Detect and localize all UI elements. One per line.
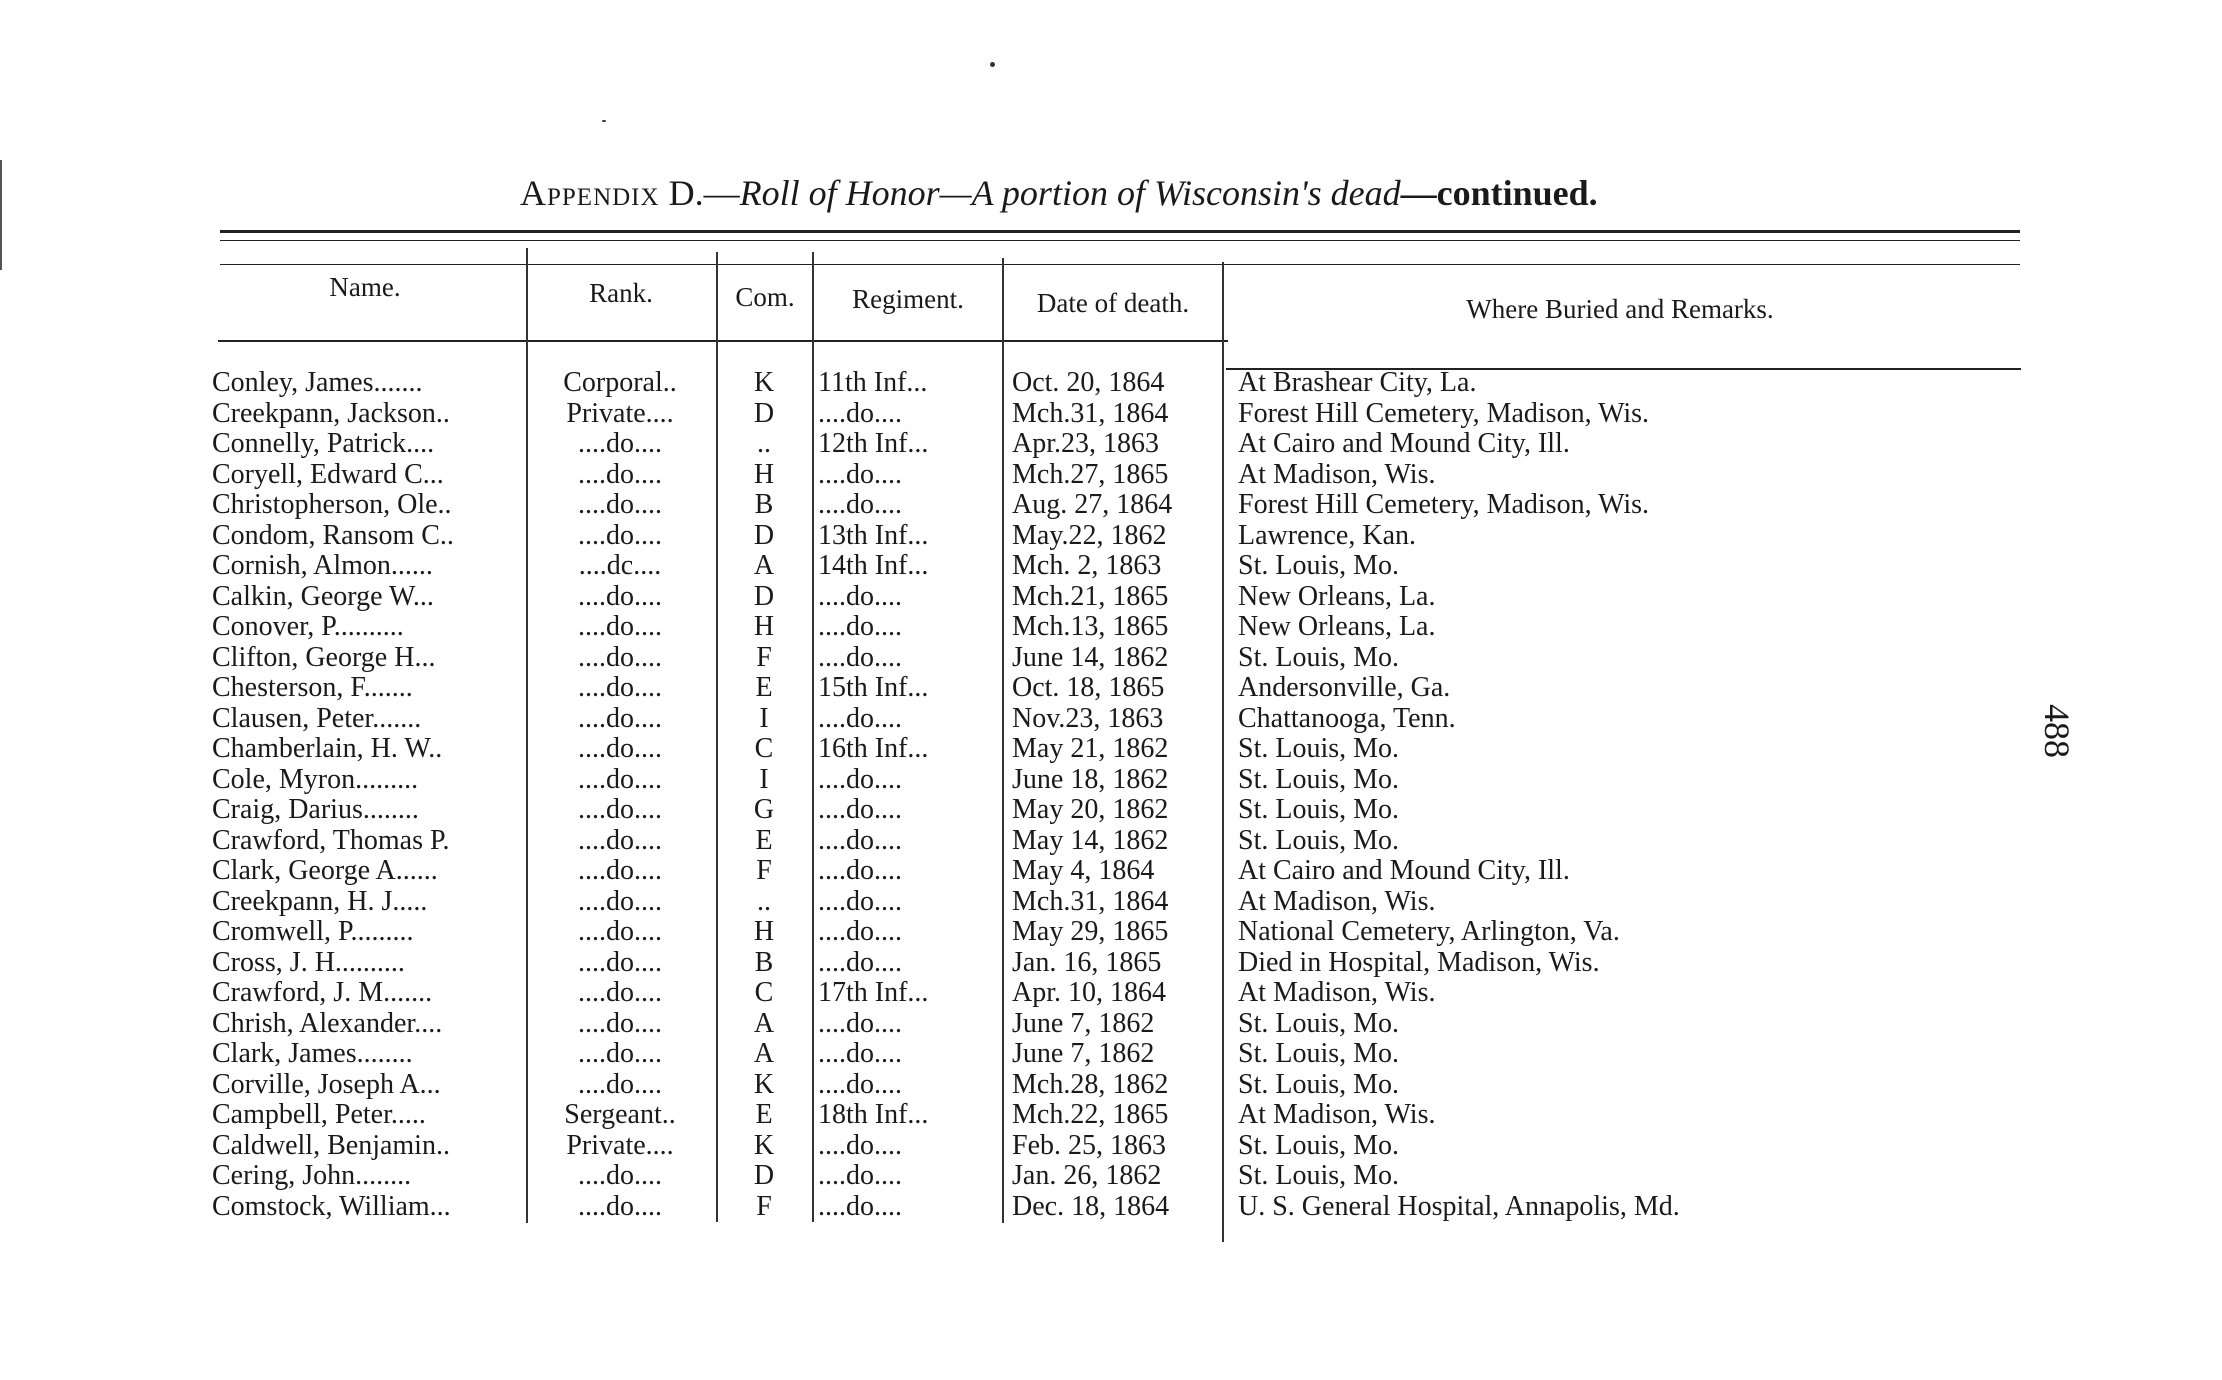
cell-date: Mch.28, 1862 xyxy=(1012,1069,1169,1100)
cell-rank: ....do.... xyxy=(578,612,662,642)
header-com: Com. xyxy=(735,282,795,312)
cell-com: D xyxy=(753,581,775,612)
cell-name: Conover, P.......... xyxy=(212,612,404,642)
cell-regiment: ....do.... xyxy=(818,856,902,886)
cell-where: Chattanooga, Tenn. xyxy=(1238,703,1456,734)
col-separator xyxy=(526,248,528,1223)
cell-where: National Cemetery, Arlington, Va. xyxy=(1238,917,1620,947)
cell-where: At Brashear City, La. xyxy=(1238,368,1477,398)
cell-where: Andersonville, Ga. xyxy=(1238,673,1451,703)
column-date xyxy=(1012,368,1212,1222)
cell-regiment: 11th Inf... xyxy=(818,368,928,398)
cell-name: Crawford, J. M....... xyxy=(212,978,433,1008)
cell-regiment: ....do.... xyxy=(818,764,902,795)
cell-rank: Private.... xyxy=(566,398,674,429)
cell-rank: Private.... xyxy=(566,1130,674,1161)
cell-rank: ....dc.... xyxy=(578,551,662,581)
cell-regiment: ....do.... xyxy=(818,886,902,917)
cell-rank: ....do.... xyxy=(578,581,662,612)
cell-name: Connelly, Patrick.... xyxy=(212,429,435,459)
cell-regiment: ....do.... xyxy=(818,612,902,642)
column-rank xyxy=(530,368,710,1222)
cell-com: C xyxy=(754,978,774,1008)
cell-regiment: ....do.... xyxy=(818,1039,902,1069)
header-regiment: Regiment. xyxy=(852,284,964,314)
cell-name: Christopherson, Ole.. xyxy=(212,490,452,520)
cell-where: St. Louis, Mo. xyxy=(1238,1008,1400,1039)
cell-date: June 7, 1862 xyxy=(1012,1039,1155,1069)
cell-where: St. Louis, Mo. xyxy=(1238,1130,1400,1161)
cell-name: Caldwell, Benjamin.. xyxy=(212,1130,450,1161)
cell-regiment: ....do.... xyxy=(818,459,902,490)
cell-com: A xyxy=(753,1008,775,1039)
cell-date: May 29, 1865 xyxy=(1012,917,1169,947)
cell-regiment: 12th Inf... xyxy=(818,429,929,459)
cell-rank: ....do.... xyxy=(578,1161,662,1191)
cell-name: Chesterson, F....... xyxy=(212,673,413,703)
cell-where: St. Louis, Mo. xyxy=(1238,825,1400,856)
cell-com: C xyxy=(754,734,774,764)
cell-date: May 14, 1862 xyxy=(1012,825,1169,856)
cell-date: Oct. 20, 1864 xyxy=(1012,368,1165,398)
cell-date: Feb. 25, 1863 xyxy=(1012,1130,1166,1161)
cell-name: Corville, Joseph A... xyxy=(212,1069,441,1100)
col-separator xyxy=(1222,262,1224,1242)
cell-regiment: 18th Inf... xyxy=(818,1100,929,1130)
cell-rank: ....do.... xyxy=(578,978,662,1008)
cell-date: May.22, 1862 xyxy=(1012,520,1167,551)
cell-regiment: ....do.... xyxy=(818,1008,902,1039)
cell-com: D xyxy=(753,520,775,551)
cell-name: Cross, J. H.......... xyxy=(212,947,405,978)
column-com xyxy=(720,368,808,1222)
cell-name: Cole, Myron......... xyxy=(212,764,419,795)
cell-date: Dec. 18, 1864 xyxy=(1012,1191,1170,1222)
cell-name: Coryell, Edward C... xyxy=(212,459,444,490)
col-separator xyxy=(1002,258,1004,1223)
cell-regiment: 16th Inf... xyxy=(818,734,929,764)
cell-rank: ....do.... xyxy=(578,429,662,459)
cell-rank: ....do.... xyxy=(578,795,662,825)
cell-date: Jan. 26, 1862 xyxy=(1012,1161,1162,1191)
cell-rank: ....do.... xyxy=(578,673,662,703)
cell-rank: ....do.... xyxy=(578,642,662,673)
cell-com: D xyxy=(753,1161,775,1191)
cell-date: Apr. 10, 1864 xyxy=(1012,978,1166,1008)
cell-name: Chrish, Alexander.... xyxy=(212,1008,443,1039)
header-rank: Rank. xyxy=(589,278,653,308)
cell-where: Died in Hospital, Madison, Wis. xyxy=(1238,947,1600,978)
cell-rank: ....do.... xyxy=(578,856,662,886)
cell-name: Creekpann, H. J..... xyxy=(212,886,428,917)
cell-com: H xyxy=(753,612,775,642)
header-name: Name. xyxy=(329,272,401,302)
cell-regiment: 17th Inf... xyxy=(818,978,929,1008)
cell-name: Cornish, Almon...... xyxy=(212,551,433,581)
cell-rank: ....do.... xyxy=(578,947,662,978)
cell-regiment: ....do.... xyxy=(818,490,902,520)
cell-name: Campbell, Peter..... xyxy=(212,1100,426,1130)
cell-rank: ....do.... xyxy=(578,1191,662,1222)
print-speck xyxy=(990,62,995,67)
header-date: Date of death. xyxy=(1036,288,1190,318)
cell-com: E xyxy=(755,673,773,703)
cell-date: Mch. 2, 1863 xyxy=(1012,551,1162,581)
cell-date: Apr.23, 1863 xyxy=(1012,429,1159,459)
cell-where: Forest Hill Cemetery, Madison, Wis. xyxy=(1238,398,1650,429)
title-italic: Roll of Honor—A portion of Wisconsin's dead xyxy=(739,173,1401,213)
cell-name: Clark, James........ xyxy=(212,1039,413,1069)
cell-date: June 14, 1862 xyxy=(1012,642,1169,673)
cell-name: Clifton, George H... xyxy=(212,642,436,673)
cell-regiment: ....do.... xyxy=(818,947,902,978)
column-name xyxy=(212,368,517,1222)
cell-rank: ....do.... xyxy=(578,520,662,551)
cell-com: K xyxy=(753,368,775,398)
cell-where: At Madison, Wis. xyxy=(1238,978,1436,1008)
cell-where: At Cairo and Mound City, Ill. xyxy=(1238,856,1570,886)
cell-date: Oct. 18, 1865 xyxy=(1012,673,1165,703)
print-speck xyxy=(602,120,606,122)
cell-regiment: ....do.... xyxy=(818,703,902,734)
cell-com: I xyxy=(759,703,769,734)
cell-rank: ....do.... xyxy=(578,917,662,947)
top-rule-thick xyxy=(220,230,2020,233)
cell-com: E xyxy=(755,1100,773,1130)
cell-name: Clark, George A...... xyxy=(212,856,438,886)
cell-date: May 20, 1862 xyxy=(1012,795,1169,825)
cell-name: Chamberlain, H. W.. xyxy=(212,734,443,764)
cell-rank: ....do.... xyxy=(578,490,662,520)
page-title xyxy=(520,172,1820,214)
cell-com: A xyxy=(753,1039,775,1069)
header-bottom-rule-left xyxy=(218,340,1228,342)
cell-com: H xyxy=(753,917,775,947)
title-letter: D.— xyxy=(668,173,740,213)
col-separator xyxy=(716,252,718,1222)
cell-rank: Sergeant.. xyxy=(564,1100,676,1130)
cell-rank: ....do.... xyxy=(578,1039,662,1069)
cell-name: Calkin, George W... xyxy=(212,581,434,612)
cell-rank: ....do.... xyxy=(578,459,662,490)
cell-date: May 21, 1862 xyxy=(1012,734,1169,764)
cell-date: Mch.27, 1865 xyxy=(1012,459,1169,490)
cell-rank: ....do.... xyxy=(578,825,662,856)
cell-where: St. Louis, Mo. xyxy=(1238,734,1400,764)
cell-com: A xyxy=(753,551,775,581)
cell-date: Mch.13, 1865 xyxy=(1012,612,1169,642)
cell-regiment: 14th Inf... xyxy=(818,551,929,581)
cell-regiment: ....do.... xyxy=(818,581,902,612)
cell-where: St. Louis, Mo. xyxy=(1238,1069,1400,1100)
cell-com: .. xyxy=(757,886,771,917)
cell-regiment: ....do.... xyxy=(818,1130,902,1161)
cell-date: Mch.22, 1865 xyxy=(1012,1100,1169,1130)
cell-com: I xyxy=(759,764,769,795)
cell-com: B xyxy=(754,947,774,978)
cell-regiment: 13th Inf... xyxy=(818,520,929,551)
cell-regiment: ....do.... xyxy=(818,398,902,429)
cell-date: Aug. 27, 1864 xyxy=(1012,490,1173,520)
cell-com: .. xyxy=(757,429,771,459)
scan-margin-line xyxy=(0,160,2,270)
cell-where: At Madison, Wis. xyxy=(1238,1100,1436,1130)
cell-name: Conley, James....... xyxy=(212,368,423,398)
cell-date: Nov.23, 1863 xyxy=(1012,703,1164,734)
cell-where: Lawrence, Kan. xyxy=(1238,520,1417,551)
cell-name: Cering, John........ xyxy=(212,1161,412,1191)
cell-where: At Cairo and Mound City, Ill. xyxy=(1238,429,1570,459)
cell-regiment: ....do.... xyxy=(818,1161,902,1191)
cell-com: K xyxy=(753,1130,775,1161)
cell-regiment: ....do.... xyxy=(818,1191,902,1222)
cell-regiment: 15th Inf... xyxy=(818,673,929,703)
cell-name: Crawford, Thomas P. xyxy=(212,825,450,856)
cell-date: Jan. 16, 1865 xyxy=(1012,947,1162,978)
title-suffix: —continued. xyxy=(1400,173,1598,213)
cell-where: St. Louis, Mo. xyxy=(1238,1039,1400,1069)
cell-date: June 7, 1862 xyxy=(1012,1008,1155,1039)
cell-rank: ....do.... xyxy=(578,764,662,795)
header-top-rule xyxy=(220,264,2020,265)
cell-com: K xyxy=(753,1069,775,1100)
cell-where: St. Louis, Mo. xyxy=(1238,551,1400,581)
cell-where: U. S. General Hospital, Annapolis, Md. xyxy=(1238,1191,1680,1222)
cell-rank: ....do.... xyxy=(578,1008,662,1039)
cell-where: At Madison, Wis. xyxy=(1238,886,1436,917)
col-separator xyxy=(812,252,814,1222)
cell-com: H xyxy=(753,459,775,490)
cell-name: Clausen, Peter....... xyxy=(212,703,422,734)
cell-rank: Corporal.. xyxy=(563,368,677,398)
cell-rank: ....do.... xyxy=(578,703,662,734)
cell-date: Mch.21, 1865 xyxy=(1012,581,1169,612)
cell-com: B xyxy=(754,490,774,520)
cell-com: F xyxy=(756,856,772,886)
cell-regiment: ....do.... xyxy=(818,1069,902,1100)
column-where xyxy=(1238,368,1858,1222)
cell-regiment: ....do.... xyxy=(818,795,902,825)
cell-com: G xyxy=(753,795,775,825)
cell-com: F xyxy=(756,1191,772,1222)
page-number: 488 xyxy=(2037,704,2077,758)
cell-name: Condom, Ransom C.. xyxy=(212,520,454,551)
cell-name: Creekpann, Jackson.. xyxy=(212,398,450,429)
cell-where: St. Louis, Mo. xyxy=(1238,764,1400,795)
cell-where: St. Louis, Mo. xyxy=(1238,1161,1400,1191)
top-rule-thin xyxy=(220,240,2020,241)
cell-where: Forest Hill Cemetery, Madison, Wis. xyxy=(1238,490,1650,520)
cell-date: Mch.31, 1864 xyxy=(1012,886,1169,917)
column-regiment xyxy=(818,368,998,1222)
cell-rank: ....do.... xyxy=(578,1069,662,1100)
cell-where: St. Louis, Mo. xyxy=(1238,795,1400,825)
cell-date: Mch.31, 1864 xyxy=(1012,398,1169,429)
cell-rank: ....do.... xyxy=(578,886,662,917)
cell-regiment: ....do.... xyxy=(818,917,902,947)
cell-name: Comstock, William... xyxy=(212,1191,451,1222)
cell-regiment: ....do.... xyxy=(818,642,902,673)
cell-where: At Madison, Wis. xyxy=(1238,459,1436,490)
cell-name: Craig, Darius........ xyxy=(212,795,419,825)
cell-com: E xyxy=(755,825,773,856)
cell-where: New Orleans, La. xyxy=(1238,612,1436,642)
header-where: Where Buried and Remarks. xyxy=(1466,294,1774,324)
cell-date: June 18, 1862 xyxy=(1012,764,1169,795)
cell-where: St. Louis, Mo. xyxy=(1238,642,1400,673)
cell-com: F xyxy=(756,642,772,673)
cell-date: May 4, 1864 xyxy=(1012,856,1155,886)
cell-name: Cromwell, P......... xyxy=(212,917,414,947)
title-prefix: Appendix xyxy=(520,173,660,213)
cell-regiment: ....do.... xyxy=(818,825,902,856)
cell-where: New Orleans, La. xyxy=(1238,581,1436,612)
cell-rank: ....do.... xyxy=(578,734,662,764)
cell-com: D xyxy=(753,398,775,429)
